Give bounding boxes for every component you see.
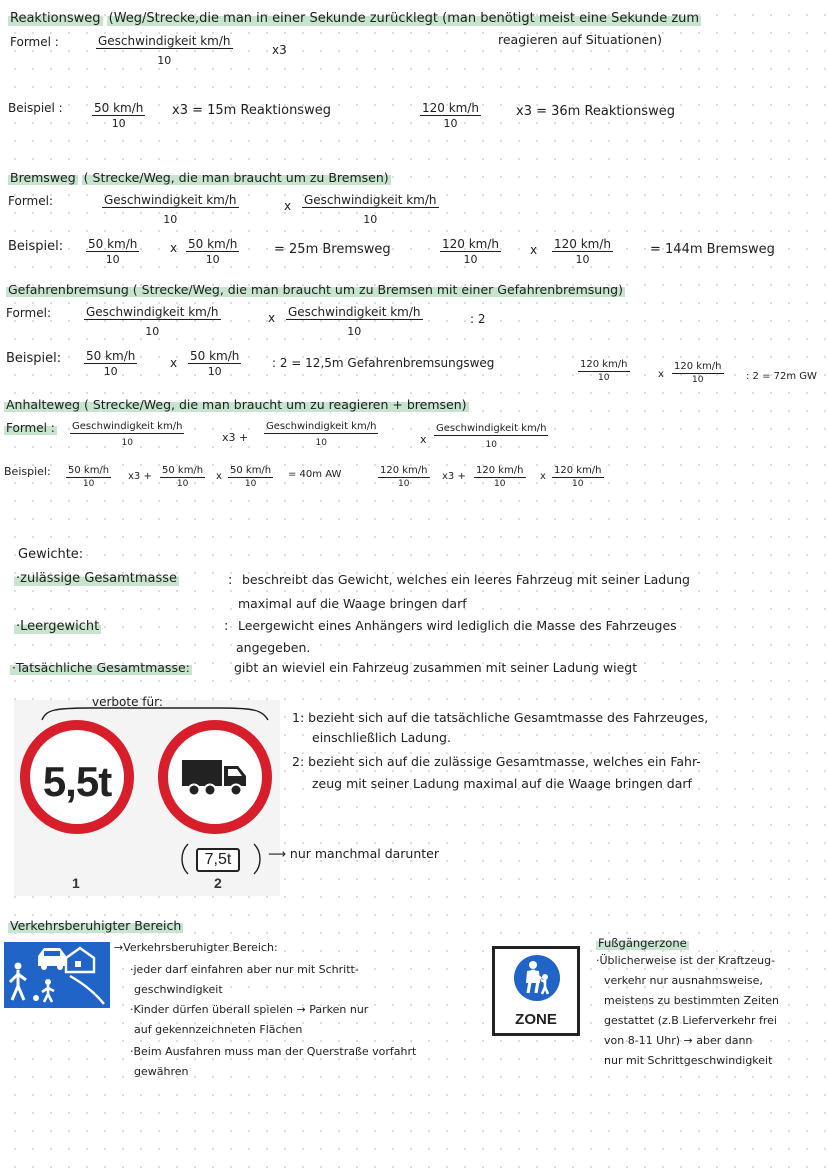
sign-2-number: 2 <box>214 875 222 891</box>
reaktionsweg-beispiel-1-result: x3 = 15m Reaktionsweg <box>172 103 331 118</box>
gefahrenbremsung-formel-div: : 2 <box>470 312 486 326</box>
sign-1-number: 1 <box>72 875 80 891</box>
right-arrow-icon: ⟶ <box>268 846 286 861</box>
gefahrenbremsung-beispiel-1a: $\frac{50 km/h}{10}$ <box>86 349 136 378</box>
bremsweg-beispiel-1-result: = 25m Bremsweg <box>274 242 391 257</box>
fussgaengerzone-line-1: ·Üblicherweise ist der Kraftzeug- <box>596 954 776 967</box>
anhalteweg-formel-op-1: x3 + <box>222 431 249 444</box>
anhalteweg-beispiel-1-op-1: x3 + <box>128 471 152 482</box>
fussgaengerzone-line-6: nur mit Schrittgeschwindigkeit <box>604 1054 773 1067</box>
gefahrenbremsung-beispiel-2-op: x <box>658 369 664 380</box>
fussgaengerzone-line-3: meistens zu bestimmten Zeiten <box>604 994 780 1007</box>
bremsweg-beispiel-1a: $\frac{50 km/h}{10}$ <box>88 237 138 266</box>
gewichte-term-tatsaechliche: ·Tatsächliche Gesamtmasse: <box>12 660 190 675</box>
play-street-icon <box>4 942 110 1008</box>
anhalteweg-beispiel-label: Beispiel: <box>4 465 51 478</box>
reaktionsweg-beispiel-label: Beispiel : <box>8 101 63 115</box>
verkehrsberuhigt-sub: →Verkehrsberuhigter Bereich: <box>114 941 278 954</box>
gefahrenbremsung-beispiel-label: Beispiel: <box>6 351 62 366</box>
reaktionsweg-formel-op: x3 <box>272 43 287 57</box>
anhalteweg-formel-fraction-3: Geschwindigkeit km/h 10 <box>436 423 547 450</box>
bremsweg-beispiel-1b: $\frac{50 km/h}{10}$ <box>188 237 238 266</box>
bremsweg-beispiel-2-result: = 144m Bremsweg <box>650 242 775 257</box>
verkehrsberuhigt-line-6: gewähren <box>134 1065 189 1078</box>
reaktionsweg-beispiel-2-fraction: $\frac{120 km/h}{10}$ <box>422 101 480 130</box>
bremsweg-formel-op: x <box>284 199 292 213</box>
truck-prohibition-sign <box>158 720 272 834</box>
plate-parentheses <box>178 842 264 876</box>
fussgaengerzone-line-4: gestattet (z.B Lieferverkehr frei <box>604 1014 777 1027</box>
reaktionsweg-heading-cont: reagieren auf Situationen) <box>498 32 663 47</box>
fussgaengerzone-sign <box>492 946 580 1036</box>
reaktionsweg-formel-fraction: Geschwindigkeit km/h 10 <box>98 34 231 67</box>
verkehrsberuhigt-heading: Verkehrsberuhigter Bereich <box>10 918 182 933</box>
weight-limit-sign-1: 5,5t <box>20 720 134 834</box>
gewichte-term-leergewicht: ·Leergewicht <box>16 619 100 634</box>
bremsweg-beispiel-1-op: x <box>170 241 178 255</box>
gefahrenbremsung-formel-fraction-2: Geschwindigkeit km/h 10 <box>288 305 421 338</box>
verkehrsberuhigt-line-5: ·Beim Ausfahren muss man der Querstraße vorfahrt <box>130 1045 417 1058</box>
anhalteweg-beispiel-2-op-1: x3 + <box>442 471 466 482</box>
reaktionsweg-beispiel-2-result: x3 = 36m Reaktionsweg <box>516 104 675 119</box>
bremsweg-formel-label: Formel: <box>8 194 53 208</box>
gewichte-heading: Gewichte: <box>18 547 84 562</box>
gewichte-def-leergewicht-1: Leergewicht eines Anhängers wird lediglich die Masse des Fahrzeuges <box>238 618 677 633</box>
bremsweg-beispiel-2a: $\frac{120 km/h}{10}$ <box>442 237 500 266</box>
anhalteweg-beispiel-2c: $\frac{120 km/h}{10}$ <box>554 465 602 489</box>
verkehrsberuhigt-line-4: auf gekennzeichneten Flächen <box>134 1023 303 1036</box>
anhalteweg-beispiel-2-op-2: x <box>540 471 546 482</box>
gewichte-def-tatsaechliche: gibt an wieviel ein Fahrzeug zusammen mit seiner Ladung wiegt <box>234 660 638 675</box>
anhalteweg-formel-fraction-2: Geschwindigkeit km/h 10 <box>266 421 377 448</box>
anhalteweg-beispiel-1c: $\frac{50 km/h}{10}$ <box>230 465 272 489</box>
reaktionsweg-formel-label: Formel : <box>10 35 59 49</box>
gewichte-def-zulaessige-1: beschreibt das Gewicht, welches ein leeres Fahrzeug mit seiner Ladung <box>242 572 690 587</box>
verbote-bracket <box>40 700 270 722</box>
verbote-note-1b: einschließlich Ladung. <box>312 730 451 745</box>
verkehrsberuhigt-line-1: ·jeder darf einfahren aber nur mit Schritt- <box>130 963 359 976</box>
verbote-note-2a: 2: bezieht sich auf die zulässige Gesamtmasse, welches ein Fahr- <box>292 754 701 769</box>
fussgaengerzone-line-2: verkehr nur ausnahmsweise, <box>604 974 763 987</box>
bremsweg-beispiel-label: Beispiel: <box>8 239 64 254</box>
verkehrsberuhigt-line-2: geschwindigkeit <box>134 983 223 996</box>
gewichte-sep-zulaessige: : <box>228 573 233 588</box>
anhalteweg-formel-fraction-1: Geschwindigkeit km/h 10 <box>72 421 183 448</box>
truck-icon <box>182 758 248 798</box>
gefahrenbremsung-formel-label: Formel: <box>6 306 51 320</box>
anhalteweg-heading: Anhalteweg ( Strecke/Weg, die man braucht um zu reagieren + bremsen) <box>6 397 467 412</box>
anhalteweg-beispiel-1a: $\frac{50 km/h}{10}$ <box>68 465 110 489</box>
anhalteweg-beispiel-2a: $\frac{120 km/h}{10}$ <box>380 465 428 489</box>
bremsweg-formel-fraction-2: Geschwindigkeit km/h 10 <box>304 193 437 226</box>
pedestrian-circle <box>514 955 560 1001</box>
anhalteweg-beispiel-2b: $\frac{120 km/h}{10}$ <box>476 465 524 489</box>
anhalteweg-formel-label: Formel : <box>6 421 55 435</box>
verkehrsberuhigt-line-3: ·Kinder dürfen überall spielen → Parken nur <box>130 1003 369 1016</box>
anhalteweg-beispiel-1-op-2: x <box>216 471 222 482</box>
gefahrenbremsung-formel-op: x <box>268 311 276 325</box>
verbote-arrow-note: ⟶ nur manchmal darunter <box>268 846 440 861</box>
fussgaengerzone-heading: Fußgängerzone <box>598 936 687 950</box>
verbote-note-2b: zeug mit seiner Ladung maximal auf die Waage bringen darf <box>312 776 692 791</box>
zone-label: ZONE <box>515 1011 557 1028</box>
gewichte-term-zulaessige: ·zulässige Gesamtmasse <box>16 571 178 586</box>
reaktionsweg-beispiel-1-fraction: $\frac{50 km/h}{10}$ <box>94 101 144 130</box>
weight-plate-sign: 7,5t <box>196 848 240 872</box>
anhalteweg-beispiel-1b: $\frac{50 km/h}{10}$ <box>162 465 204 489</box>
gefahrenbremsung-beispiel-1-op: x <box>170 356 178 370</box>
bremsweg-heading: Bremsweg ( Strecke/Weg, die man braucht um zu Bremsen) <box>10 170 389 185</box>
verbote-note-1a: 1: bezieht sich auf die tatsächliche Gesamtmasse des Fahrzeuges, <box>292 710 709 725</box>
pedestrian-icon <box>514 955 560 1001</box>
bremsweg-beispiel-2-op: x <box>530 243 538 257</box>
gewichte-sep-leergewicht: : <box>224 619 229 634</box>
gefahrenbremsung-formel-fraction-1: Geschwindigkeit km/h 10 <box>86 305 219 338</box>
reaktionsweg-heading: Reaktionsweg (Weg/Strecke,die man in einer Sekunde zurücklegt (man benötigt meist eine Sekunde zum <box>10 11 700 26</box>
gefahrenbremsung-beispiel-1b: $\frac{50 km/h}{10}$ <box>190 349 240 378</box>
verbote-label: verbote für: <box>92 695 163 709</box>
verkehrsberuhigter-bereich-sign <box>4 942 110 1008</box>
anhalteweg-formel-op-2: x <box>420 433 427 446</box>
fussgaengerzone-line-5: von 8-11 Uhr) → aber dann <box>604 1034 753 1047</box>
gefahrenbremsung-beispiel-2a: $\frac{120 km/h}{10}$ <box>580 359 628 383</box>
gewichte-def-zulaessige-2: maximal auf die Waage bringen darf <box>238 596 467 611</box>
gefahrenbremsung-beispiel-2-result: : 2 = 72m GW <box>746 371 817 382</box>
anhalteweg-beispiel-1-result: = 40m AW <box>288 469 342 480</box>
gewichte-def-leergewicht-2: angegeben. <box>236 640 311 655</box>
bremsweg-beispiel-2b: $\frac{120 km/h}{10}$ <box>554 237 612 266</box>
gefahrenbremsung-heading: Gefahrenbremsung ( Strecke/Weg, die man braucht um zu Bremsen mit einer Gefahrenbremsung) <box>8 282 623 297</box>
gefahrenbremsung-beispiel-2b: $\frac{120 km/h}{10}$ <box>674 361 722 385</box>
bremsweg-formel-fraction-1: Geschwindigkeit km/h 10 <box>104 193 237 226</box>
gefahrenbremsung-beispiel-1-result: : 2 = 12,5m Gefahrenbremsungsweg <box>272 356 495 370</box>
